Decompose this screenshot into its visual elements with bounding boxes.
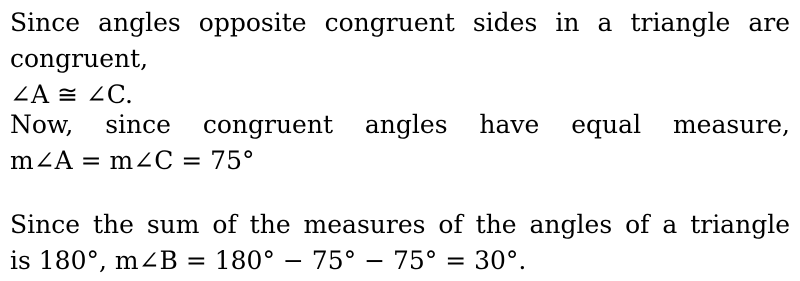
paragraph-2-line-1: Now, since congruent angles have equal measure, — [10, 110, 790, 139]
paragraph-3-line-1: Since the sum of the measures of the angles of a triangle — [10, 210, 790, 239]
paragraph-congruent-angles — [10, 5, 790, 113]
paragraph-2-line-2: m∠A = m∠C = 75° — [10, 146, 255, 175]
paragraph-1-line-2: ∠A ≅ ∠C. — [10, 80, 133, 109]
paragraph-angle-sum — [10, 207, 790, 279]
paragraph-1-line-1: Since angles opposite congruent sides in a triangle are congruent, — [10, 8, 790, 73]
paragraph-equal-measure — [10, 107, 790, 179]
paragraph-3-line-2: is 180°, m∠B = 180° − 75° − 75° = 30°. — [10, 246, 527, 275]
